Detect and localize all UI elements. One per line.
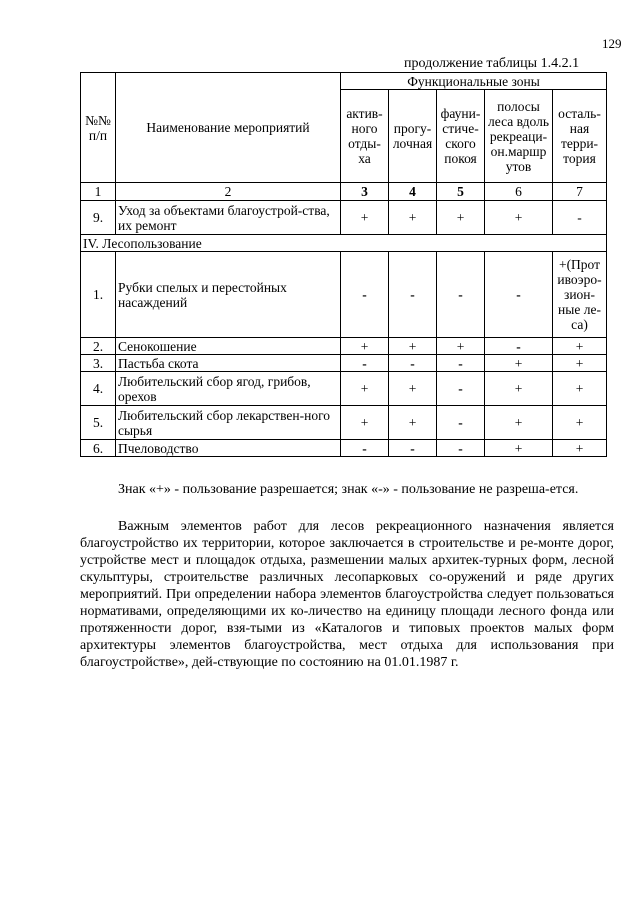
row-value: -: [389, 252, 437, 338]
row-value: +(Прот ивоэро-зион-ные ле-са): [553, 252, 607, 338]
row-value: -: [485, 338, 553, 355]
col-number: 6: [485, 183, 553, 201]
table-row: [81, 406, 607, 440]
row-value: +: [485, 201, 553, 235]
header-zone-fauna: фауни-стиче-ского покоя: [437, 90, 485, 183]
page-number: 129: [602, 36, 622, 51]
row-value: +: [553, 338, 607, 355]
col-number: 1: [81, 183, 116, 201]
table-continuation-caption: продолжение таблицы 1.4.2.1: [404, 56, 580, 71]
table-row: [81, 355, 607, 372]
col-number: 2: [116, 183, 341, 201]
row-value: -: [437, 355, 485, 372]
row-value: -: [341, 440, 389, 457]
col-number: 4: [389, 183, 437, 201]
row-value: +: [485, 372, 553, 406]
row-value: +: [341, 201, 389, 235]
col-number: 5: [437, 183, 485, 201]
header-zone-active: актив-ного отды-ха: [341, 90, 389, 183]
land-use-table: [80, 72, 607, 457]
header-num: №№ п/п: [81, 73, 116, 183]
row-value: +: [485, 355, 553, 372]
row-name: Уход за объектами благоустрой-ства, их ремонт: [116, 201, 341, 235]
header-zones: Функциональные зоны: [341, 73, 607, 90]
row-value: +: [553, 406, 607, 440]
column-numbers-row: [81, 183, 607, 201]
row-value: -: [389, 440, 437, 457]
header-zone-walking: прогу-лочная: [389, 90, 437, 183]
row-name: Пчеловодство: [116, 440, 341, 457]
row-value: +: [553, 372, 607, 406]
table-row: [81, 252, 607, 338]
row-value: +: [437, 201, 485, 235]
row-value: +: [437, 338, 485, 355]
row-value: -: [437, 440, 485, 457]
row-value: -: [341, 355, 389, 372]
table-row: [81, 338, 607, 355]
header-zone-strips: полосы леса вдоль рекреаци-он.маршр утов: [485, 90, 553, 183]
row-num: 5.: [81, 406, 116, 440]
row-value: +: [341, 338, 389, 355]
section-row: [81, 235, 607, 252]
section-title: IV. Лесопользование: [81, 235, 607, 252]
table-row: [81, 372, 607, 406]
table-row: [81, 440, 607, 457]
row-name: Сенокошение: [116, 338, 341, 355]
table-row: [81, 201, 607, 235]
row-value: +: [389, 201, 437, 235]
row-num: 2.: [81, 338, 116, 355]
sign-note: Знак «+» - пользование разрешается; знак «-» - пользование не разреша-ется.: [118, 482, 579, 497]
row-value: +: [485, 440, 553, 457]
row-num: 6.: [81, 440, 116, 457]
header-zone-other: осталь-ная терри-тория: [553, 90, 607, 183]
row-value: -: [553, 201, 607, 235]
row-name: Любительский сбор ягод, грибов, орехов: [116, 372, 341, 406]
row-value: -: [485, 252, 553, 338]
row-value: -: [437, 252, 485, 338]
row-name: Рубки спелых и перестойных насаждений: [116, 252, 341, 338]
row-value: -: [389, 355, 437, 372]
row-value: +: [553, 355, 607, 372]
header-name: Наименование мероприятий: [116, 73, 341, 183]
row-num: 4.: [81, 372, 116, 406]
col-number: 7: [553, 183, 607, 201]
row-value: +: [485, 406, 553, 440]
row-value: +: [389, 338, 437, 355]
row-value: +: [389, 372, 437, 406]
row-value: +: [341, 406, 389, 440]
row-value: -: [341, 252, 389, 338]
row-value: +: [553, 440, 607, 457]
row-value: +: [389, 406, 437, 440]
row-value: -: [437, 406, 485, 440]
row-num: 1.: [81, 252, 116, 338]
row-value: -: [437, 372, 485, 406]
col-number: 3: [341, 183, 389, 201]
row-num: 9.: [81, 201, 116, 235]
row-name: Пастьба скота: [116, 355, 341, 372]
row-name: Любительский сбор лекарствен-ного сырья: [116, 406, 341, 440]
body-paragraph: Важным элементов работ для лесов рекреационного назначения является благоустройство их территории, которое заключается в строительстве и ре-монте дорог, устройстве мест и площадок отдыха, размешении малых архитек-турных форм, лесной скульптуры, строительстве различных лесопарковых со-оружений и ряде других мероприятий. При определении набора элементов благоустройства следует пользоваться нормативами, определяющими их ко-личество на единицу площади лесного фонда или протяженности дорог, взя-тыми из «Каталогов и типовых проектов малых форм архитектуры элементов благоустройства, мест отдыха для использования при благоустройстве», дей-ствующие по состоянию на 01.01.1987 г.: [80, 519, 614, 670]
row-num: 3.: [81, 355, 116, 372]
row-value: +: [341, 372, 389, 406]
